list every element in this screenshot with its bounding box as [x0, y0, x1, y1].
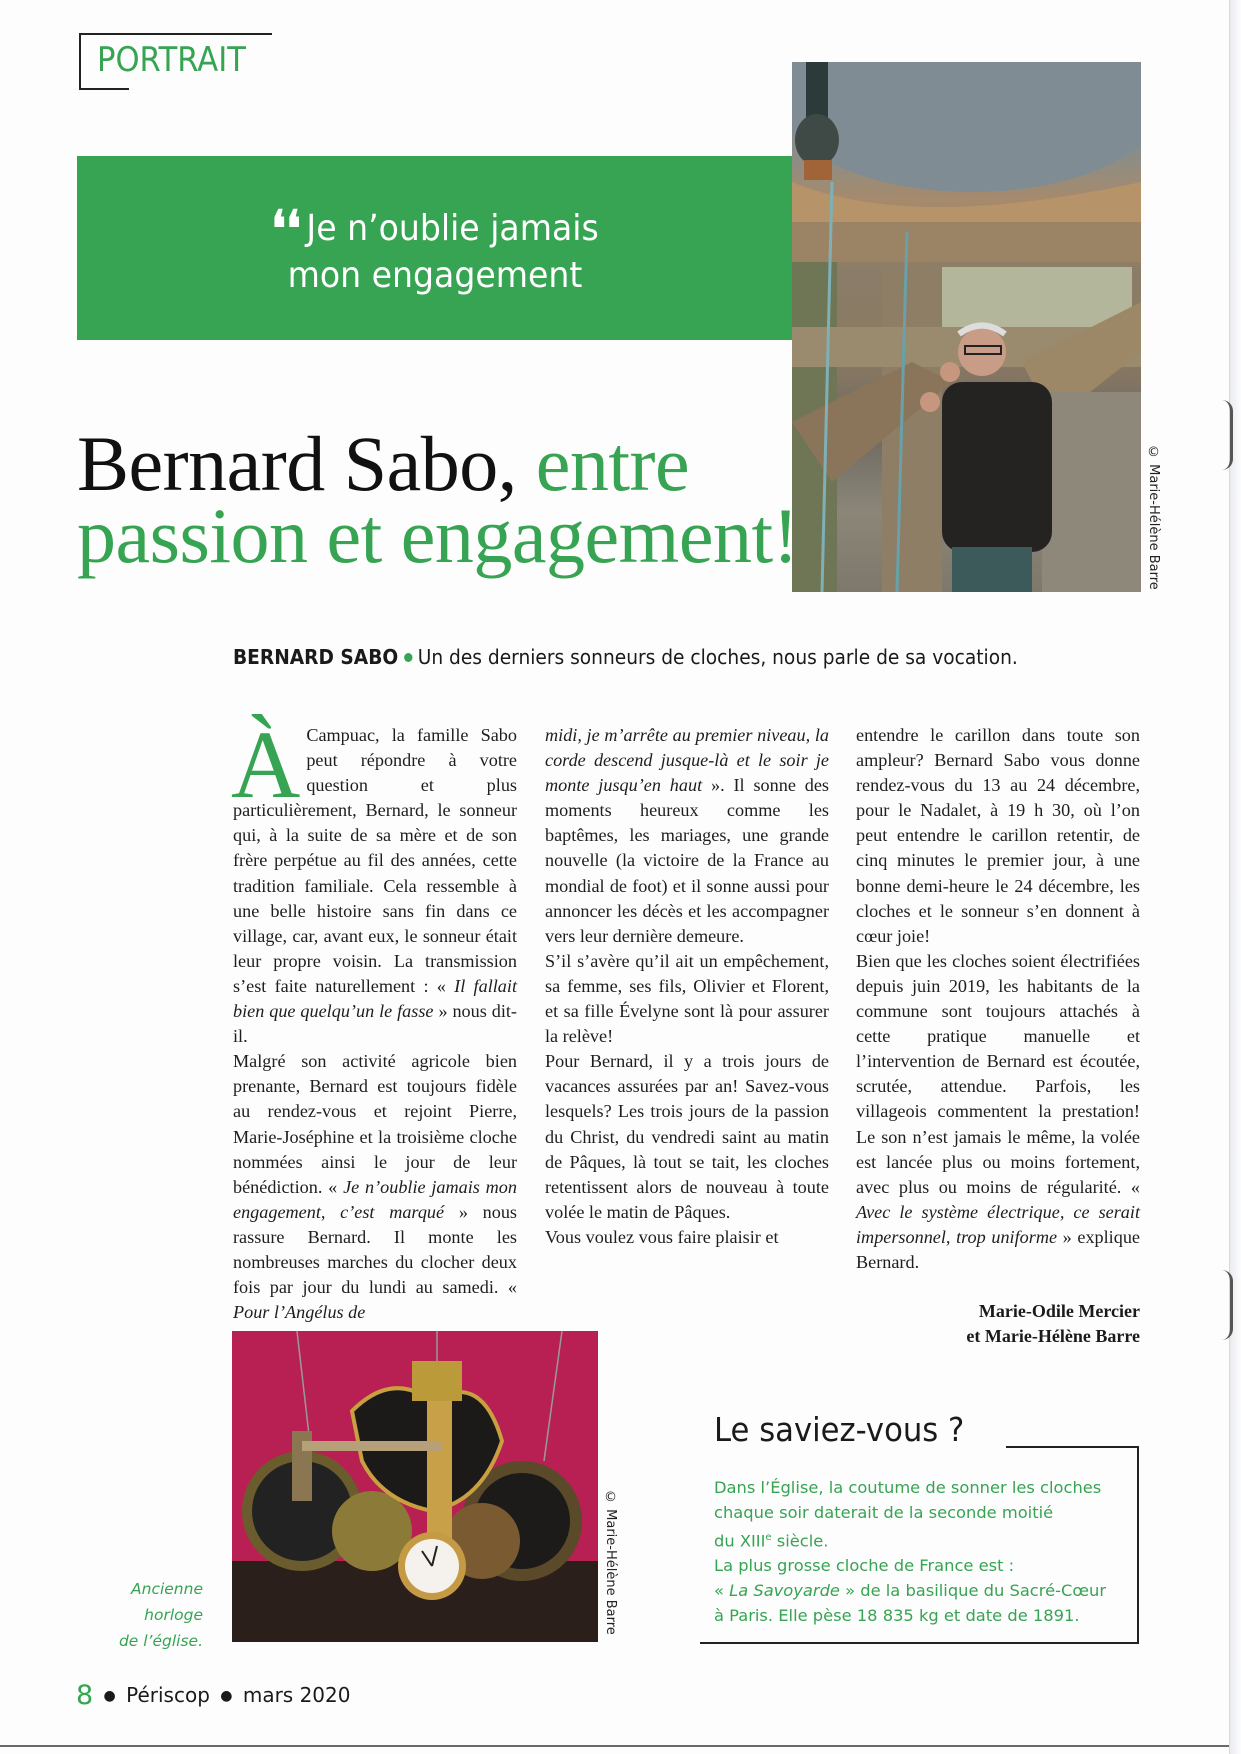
did-you-know-frame — [700, 1642, 1139, 1644]
byline-line-1: Marie-Odile Mercier — [978, 1301, 1140, 1321]
clock-photo-caption — [60, 1576, 203, 1654]
quote-italic: Il fallait bien que quelqu’un le fasse — [233, 975, 518, 1022]
intro-name: BERNARD SABO — [233, 645, 399, 669]
page-number: 8 — [76, 1680, 94, 1711]
article-byline — [856, 1299, 1140, 1349]
paragraph-text: » nous rassure Bernard. Il monte les nombreuses marches du clocher deux fois par jour du lundi au samedi. « — [233, 1201, 518, 1298]
drop-cap: À — [231, 711, 301, 818]
section-tag: PORTRAIT — [97, 40, 246, 80]
pull-quote — [173, 199, 697, 299]
dyk-superscript: e — [765, 1532, 772, 1543]
clock-mechanism-illustration — [232, 1331, 598, 1642]
paragraph-text: Campuac, la famille Sabo peut répondre à votre question et plus particulièrement, Bernard, le sonneur qui, à la suite de sa mère et de son frère perpétue au fil des années, cette tradition familiale. Cela ressemble à une belle histoire sans fin dans ce village, car, avant eux, le sonneur était leur propre voisin. La transmission s’est faite naturellement : « — [233, 725, 517, 996]
photo-credit-clock: © Marie-Hélène Barre — [603, 1490, 618, 1635]
paragraph-text: Bien que les cloches soient électrifiées depuis juin 2019, les habitants de la commune sont toujours attachés à cette pratique manuelle et l’intervention de Bernard est écoutée, scrutée, attendue. Parfois, les villageois commentent la prestation! Le son n’est jamais le même, la volée est lancée plus ou moins fortement, avec plus ou moins de régularité. « — [856, 950, 1140, 1197]
paragraph-text: » nous dit-il. — [233, 1001, 517, 1047]
headline-green-1: entre — [535, 420, 690, 507]
did-you-know-title: Le saviez-vous ? — [714, 1410, 965, 1449]
headline-green-2: passion et engagement! — [77, 492, 799, 579]
paragraph-text: Malgré son activité agricole bien prenante, Bernard est toujours fidèle au rendez-vous et rejoint Pierre, Marie-Joséphine et la troisième cloche nommées ainsi le jour de leur bénédiction. « — [233, 1051, 517, 1197]
bullet-icon: ● — [103, 1688, 116, 1704]
quote-italic: Pour l’Angélus de — [233, 1302, 366, 1323]
quote-italic: Je n’oublie jamais mon engagement, c’est marqué — [233, 1176, 517, 1222]
caption-line: Ancienne — [131, 1580, 203, 1598]
article-intro — [233, 645, 1018, 669]
headline-name: Bernard Sabo, — [77, 420, 517, 507]
pull-quote-line-2: mon engagement — [287, 255, 583, 296]
dyk-text: siècle. — [771, 1531, 829, 1551]
church-clock-photo — [232, 1331, 598, 1642]
page-edge — [1229, 0, 1241, 1754]
did-you-know-body — [714, 1475, 1134, 1628]
paragraph-text: Vous voulez vous faire plaisir et — [545, 1226, 779, 1247]
article-headline — [77, 420, 799, 579]
byline-line-2: et Marie-Hélène Barre — [966, 1326, 1140, 1346]
bell-ringer-illustration — [792, 62, 1141, 592]
publication-name: Périscop — [126, 1683, 210, 1707]
dyk-text: du XIII — [714, 1531, 766, 1551]
paragraph-text: S’il s’avère qu’il ait un empêchement, sa femme, ses fils, Olivier et Florent, et sa fille Évelyne sont là pour assurer la relève! — [545, 950, 829, 1047]
dyk-line: chaque soir daterait de la seconde moitié — [714, 1503, 1054, 1522]
page-footer — [76, 1680, 350, 1711]
section-tag-frame — [79, 88, 129, 90]
dyk-text: « — [714, 1581, 730, 1601]
bullet-icon: ● — [220, 1688, 233, 1704]
did-you-know-frame — [1137, 1446, 1139, 1644]
quote-mark-icon: ❛❛ — [271, 199, 301, 258]
did-you-know-frame — [1006, 1446, 1139, 1448]
section-tag-frame — [79, 33, 81, 90]
quote-italic: Avec le système électrique, ce serait impersonnel, trop uniforme — [856, 1201, 1140, 1247]
dyk-line: Dans l’Église, la coutume de sonner les cloches — [714, 1478, 1102, 1497]
caption-line: de l’église. — [118, 1632, 203, 1650]
dyk-text: » de la basilique du Sacré-Cœur — [839, 1581, 1107, 1601]
bell-ringer-photo — [792, 62, 1141, 592]
article-column-2 — [545, 723, 829, 1250]
bullet-dot-icon — [404, 653, 412, 662]
dyk-line: La plus grosse cloche de France est : — [714, 1556, 1015, 1576]
paragraph-text: ». Il sonne des moments heureux comme les baptêmes, les mariages, une grande nouvelle (la victoire de la France au mondial de foot) et il sonne aussi pour annoncer les décès et les accompagner vers leur dernière demeure. — [545, 775, 829, 946]
section-tag-frame — [79, 33, 272, 35]
article-column-1 — [231, 711, 518, 1325]
bottom-rule — [0, 1745, 1229, 1747]
staple-mark — [1222, 1270, 1233, 1340]
paragraph-text: Pour Bernard, il y a trois jours de vacances assurées par an! Savez-vous lesquels? Les trois jours de la passion du Christ, du vendredi saint au matin de Pâques, là tout se tait, les cloches retentissent alors de nouveau à toute volée le matin de Pâques. — [545, 1051, 829, 1222]
intro-text: Un des derniers sonneurs de cloches, nous parle de sa vocation. — [417, 645, 1018, 669]
dyk-line: à Paris. Elle pèse 18 835 kg et date de 1891. — [714, 1606, 1080, 1626]
quote-italic: midi, je m’arrête au premier niveau, la corde descend jusque-là et le soir je monte jusqu’en haut — [545, 725, 829, 796]
article-column-3 — [856, 723, 1140, 1275]
staple-mark — [1222, 400, 1233, 470]
photo-credit-top: © Marie-Hélène Barre — [1146, 445, 1161, 590]
paragraph-text: » explique Bernard. — [856, 1226, 1140, 1272]
pull-quote-line-1: Je n’oublie jamais — [306, 208, 599, 249]
caption-line: horloge — [144, 1606, 203, 1624]
dyk-italic: La Savoyarde — [729, 1581, 840, 1601]
paragraph-text: entendre le carillon dans toute son ampleur? Bernard Sabo vous donne rendez-vous du 13 au 24 décembre, pour le Nadalet, à 19 h 30, où l’on peut entendre le carillon retentir, de cinq minutes le premier jour, à une bonne demi-heure le 24 décembre, les cloches et le sonneur s’en donnent à cœur joie! — [856, 725, 1140, 946]
issue-date: mars 2020 — [242, 1683, 351, 1707]
